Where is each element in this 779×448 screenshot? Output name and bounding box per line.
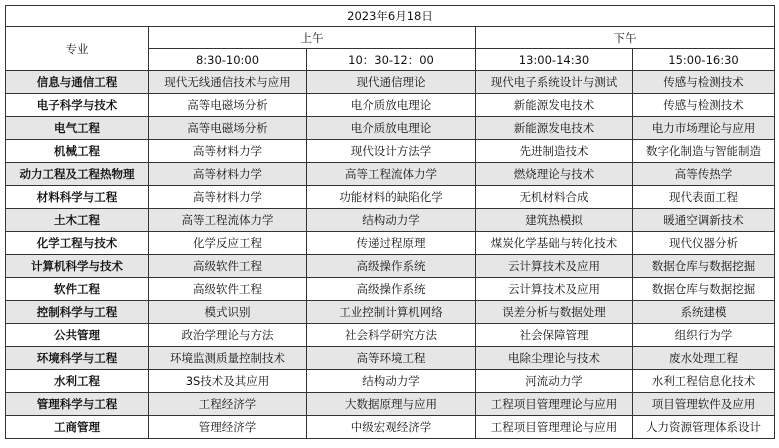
course-cell: 社会保障管理 <box>476 324 633 347</box>
course-cell: 模式识别 <box>149 301 307 324</box>
course-cell: 传递过程原理 <box>307 232 476 255</box>
major-name: 工商管理 <box>6 416 149 439</box>
course-cell: 高等传热学 <box>633 163 775 186</box>
course-cell: 水利工程信息化技术 <box>633 370 775 393</box>
course-cell: 高等电磁场分析 <box>149 94 307 117</box>
table-row <box>6 117 775 140</box>
course-cell: 组织行为学 <box>633 324 775 347</box>
course-cell: 云计算技术及应用 <box>476 255 633 278</box>
table-row <box>6 370 775 393</box>
table-row <box>6 163 775 186</box>
table-row <box>6 232 775 255</box>
course-cell: 误差分析与数据处理 <box>476 301 633 324</box>
course-cell: 项目管理软件及应用 <box>633 393 775 416</box>
course-cell: 高级软件工程 <box>149 255 307 278</box>
course-cell: 3S技术及其应用 <box>149 370 307 393</box>
major-name: 软件工程 <box>6 278 149 301</box>
major-name: 管理科学与工程 <box>6 393 149 416</box>
course-cell: 现代无线通信技术与应用 <box>149 71 307 94</box>
course-cell: 高等工程流体力学 <box>149 209 307 232</box>
course-cell: 废水处理工程 <box>633 347 775 370</box>
course-cell: 大数据原理与应用 <box>307 393 476 416</box>
table-row <box>6 393 775 416</box>
course-cell: 现代通信理论 <box>307 71 476 94</box>
date-row <box>6 6 775 27</box>
major-name: 水利工程 <box>6 370 149 393</box>
table-row <box>6 140 775 163</box>
course-cell: 燃烧理论与技术 <box>476 163 633 186</box>
major-name: 机械工程 <box>6 140 149 163</box>
course-cell: 数据仓库与数据挖掘 <box>633 255 775 278</box>
course-cell: 传感与检测技术 <box>633 71 775 94</box>
course-cell: 新能源发电技术 <box>476 117 633 140</box>
table-row <box>6 347 775 370</box>
afternoon-header: 下午 <box>476 27 775 49</box>
course-cell: 高级操作系统 <box>307 255 476 278</box>
course-cell: 河流动力学 <box>476 370 633 393</box>
course-cell: 电除尘理论与技术 <box>476 347 633 370</box>
morning-header: 上午 <box>149 27 476 49</box>
course-cell: 高等材料力学 <box>149 140 307 163</box>
course-cell: 系统建模 <box>633 301 775 324</box>
course-cell: 现代电子系统设计与测试 <box>476 71 633 94</box>
course-cell: 高等环境工程 <box>307 347 476 370</box>
course-cell: 电力市场理论与应用 <box>633 117 775 140</box>
course-cell: 人力资源管理体系设计 <box>633 416 775 439</box>
course-cell: 工程项目管理理论与应用 <box>476 393 633 416</box>
table-row <box>6 255 775 278</box>
time-slot-4: 15:00-16:30 <box>633 49 775 71</box>
table-row <box>6 209 775 232</box>
course-cell: 高等电磁场分析 <box>149 117 307 140</box>
course-cell: 传感与检测技术 <box>633 94 775 117</box>
major-name: 动力工程及工程热物理 <box>6 163 149 186</box>
course-cell: 社会科学研究方法 <box>307 324 476 347</box>
course-cell: 管理经济学 <box>149 416 307 439</box>
course-cell: 新能源发电技术 <box>476 94 633 117</box>
course-cell: 现代设计方法学 <box>307 140 476 163</box>
course-cell: 政治学理论与方法 <box>149 324 307 347</box>
major-name: 公共管理 <box>6 324 149 347</box>
table-row <box>6 301 775 324</box>
course-cell: 工程项目管理理论与应用 <box>476 416 633 439</box>
course-cell: 高等工程流体力学 <box>307 163 476 186</box>
course-cell: 工程经济学 <box>149 393 307 416</box>
time-slot-3: 13:00-14:30 <box>476 49 633 71</box>
course-cell: 中级宏观经济学 <box>307 416 476 439</box>
table-row <box>6 416 775 439</box>
course-cell: 高等材料力学 <box>149 163 307 186</box>
course-cell: 高级操作系统 <box>307 278 476 301</box>
time-slot-2: 10：30-12：00 <box>307 49 476 71</box>
course-cell: 云计算技术及应用 <box>476 278 633 301</box>
major-name: 土木工程 <box>6 209 149 232</box>
course-cell: 结构动力学 <box>307 370 476 393</box>
time-slot-1: 8:30-10:00 <box>149 49 307 71</box>
table-row <box>6 186 775 209</box>
major-name: 电气工程 <box>6 117 149 140</box>
course-cell: 功能材料的缺陷化学 <box>307 186 476 209</box>
course-cell: 煤炭化学基础与转化技术 <box>476 232 633 255</box>
course-cell: 先进制造技术 <box>476 140 633 163</box>
exam-date: 2023年6月18日 <box>6 6 775 27</box>
course-cell: 数字化制造与智能制造 <box>633 140 775 163</box>
table-row <box>6 71 775 94</box>
major-name: 环境科学与工程 <box>6 347 149 370</box>
course-cell: 高级软件工程 <box>149 278 307 301</box>
major-name: 控制科学与工程 <box>6 301 149 324</box>
course-cell: 现代表面工程 <box>633 186 775 209</box>
course-cell: 现代仪器分析 <box>633 232 775 255</box>
major-column-header: 专业 <box>6 27 149 71</box>
course-cell: 电介质放电理论 <box>307 94 476 117</box>
course-cell: 电介质放电理论 <box>307 117 476 140</box>
major-name: 信息与通信工程 <box>6 71 149 94</box>
course-cell: 化学反应工程 <box>149 232 307 255</box>
course-cell: 环境监测质量控制技术 <box>149 347 307 370</box>
exam-schedule-table <box>5 5 775 439</box>
course-cell: 高等材料力学 <box>149 186 307 209</box>
table-row <box>6 94 775 117</box>
table-row <box>6 278 775 301</box>
table-row <box>6 324 775 347</box>
major-name: 材料科学与工程 <box>6 186 149 209</box>
course-cell: 暖通空调新技术 <box>633 209 775 232</box>
course-cell: 建筑热模拟 <box>476 209 633 232</box>
major-name: 电子科学与技术 <box>6 94 149 117</box>
course-cell: 结构动力学 <box>307 209 476 232</box>
course-cell: 无机材料合成 <box>476 186 633 209</box>
period-header-row <box>6 27 775 49</box>
major-name: 化学工程与技术 <box>6 232 149 255</box>
course-cell: 工业控制计算机网络 <box>307 301 476 324</box>
course-cell: 数据仓库与数据挖掘 <box>633 278 775 301</box>
major-name: 计算机科学与技术 <box>6 255 149 278</box>
